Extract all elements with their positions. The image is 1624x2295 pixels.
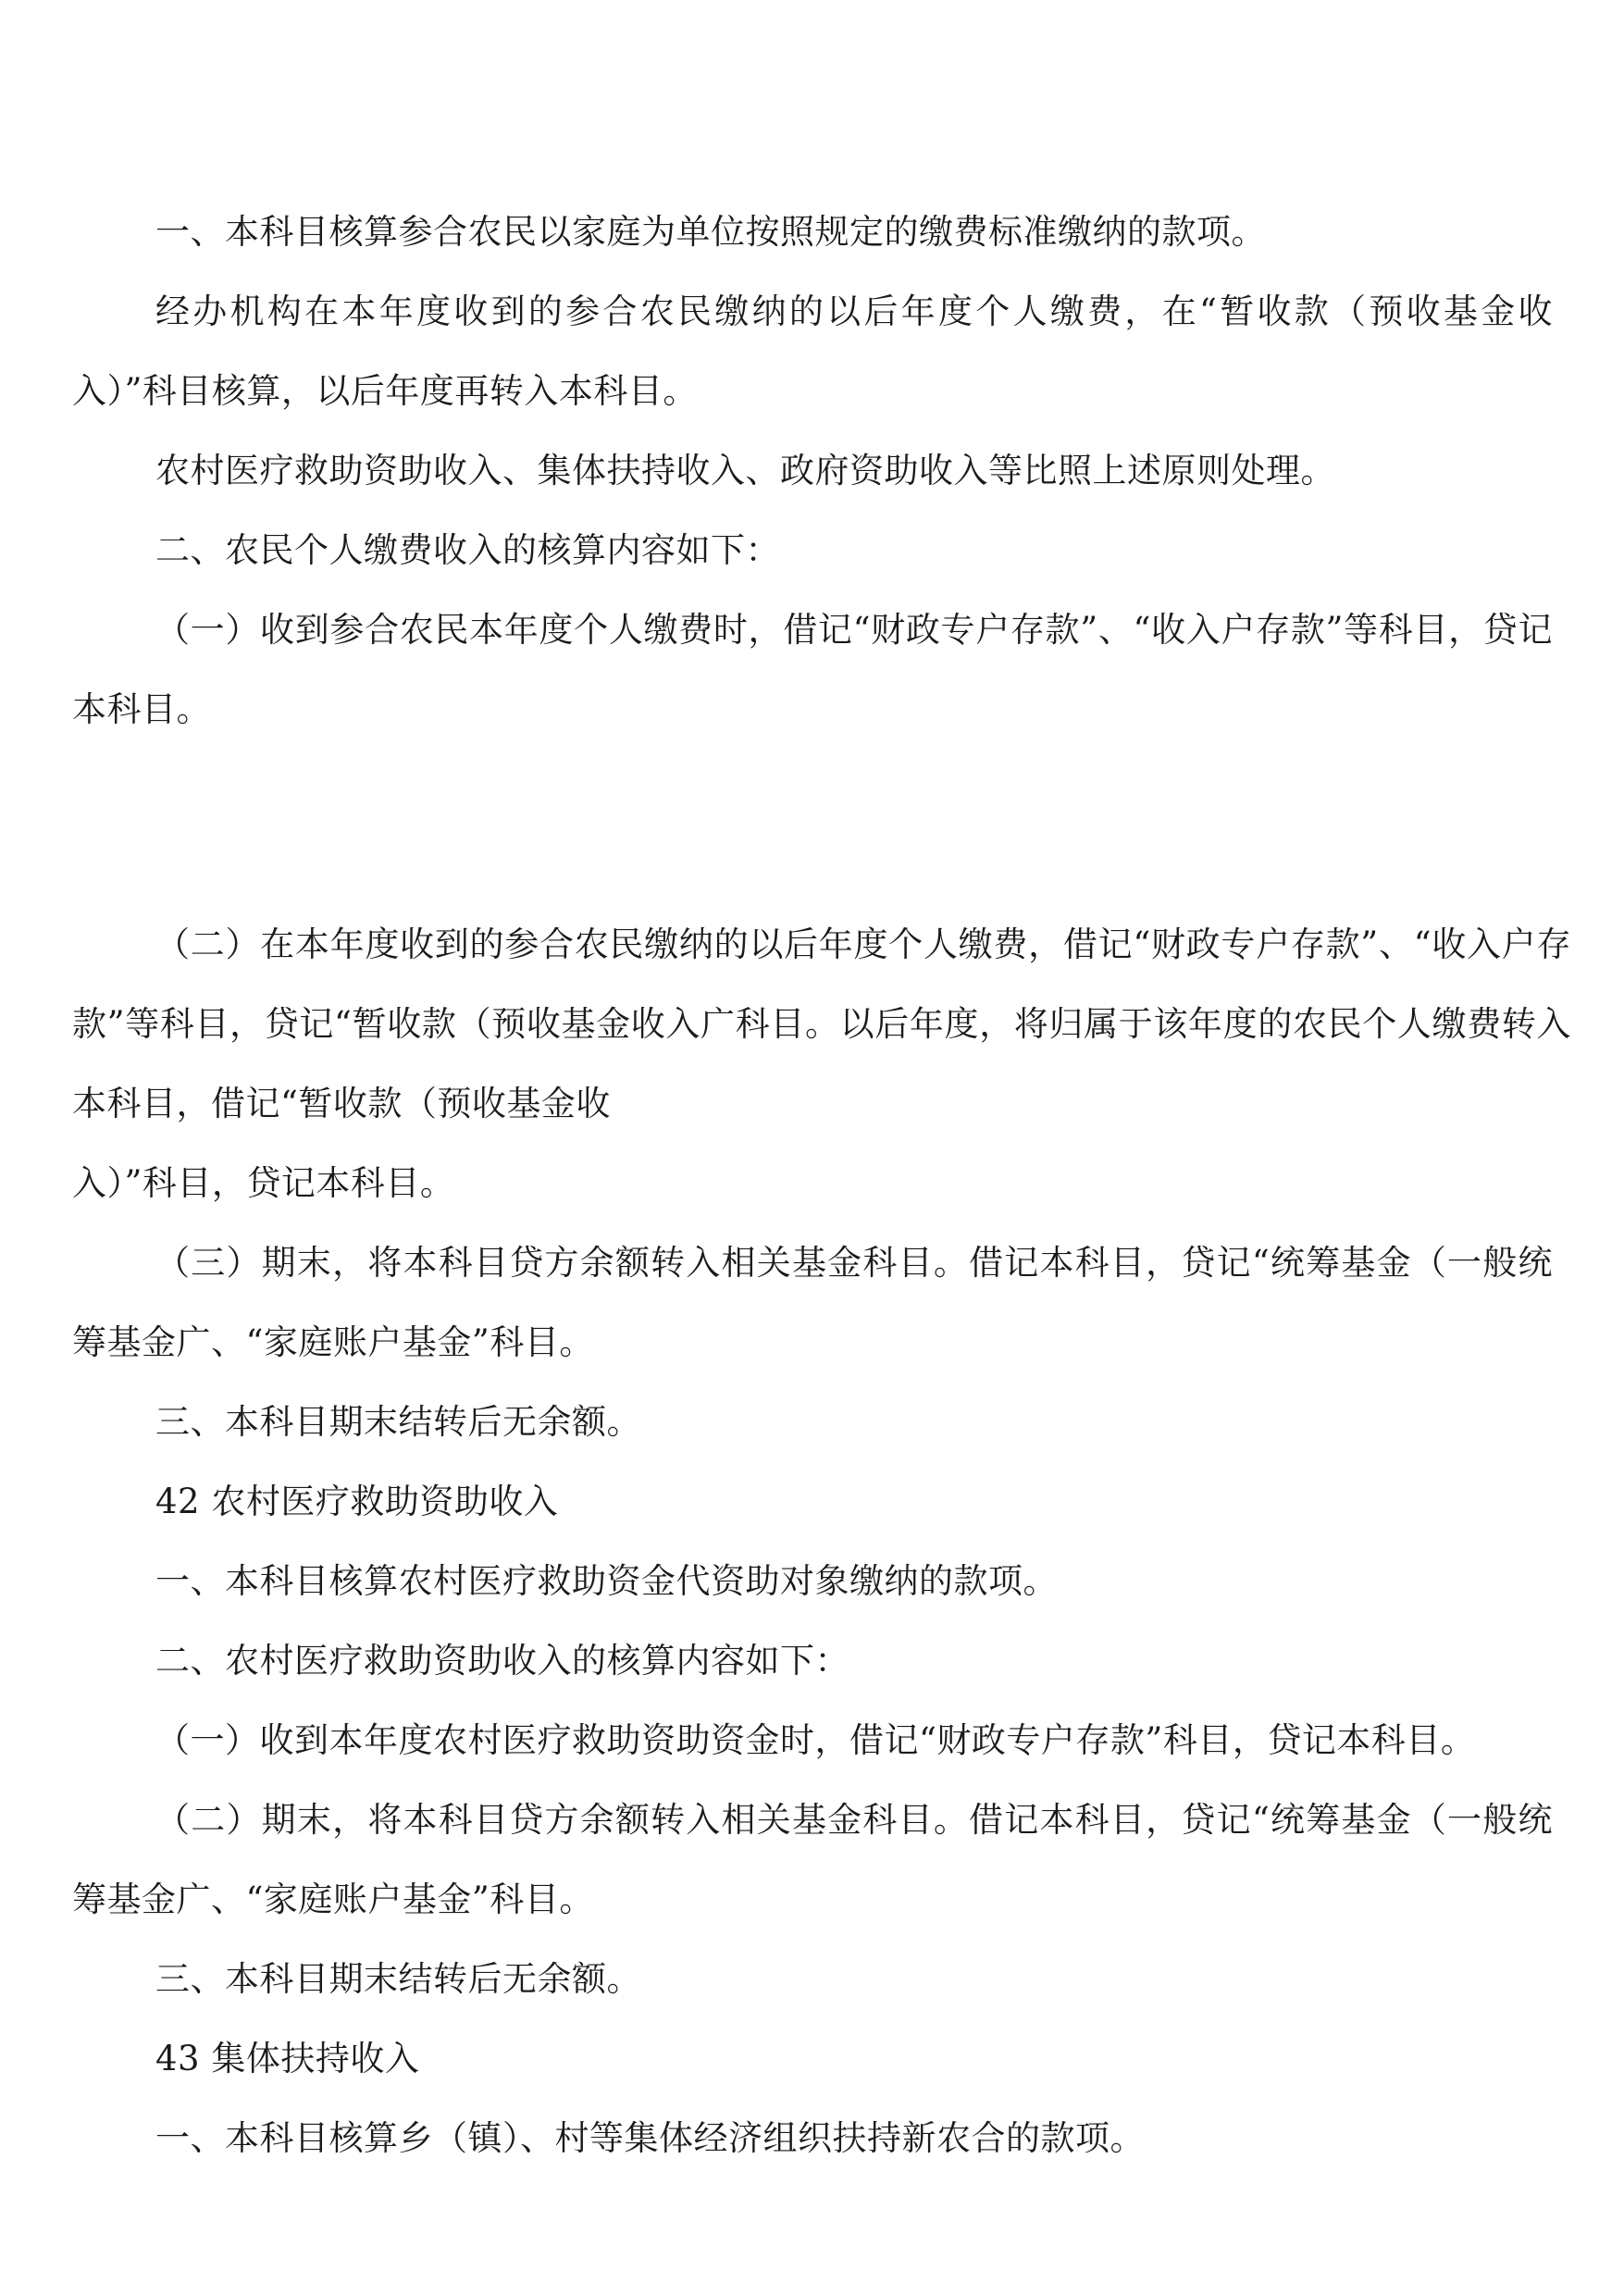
paragraph-6-continuation: 入）”科目，贷记本科目。 — [72, 1163, 455, 1203]
paragraph-2: 经办机构在本年度收到的参合农民缴纳的以后年度个人缴费，在“暂收款（预收基金收入）”科目核算，以后年度再转入本科目。 — [72, 292, 1553, 411]
paragraph-8: 三、本科目期末结转后无余额。 — [155, 1402, 641, 1442]
paragraph-11: （一）收到本年度农村医疗救助资助资金时，借记“财政专户存款”科目，贷记本科目。 — [155, 1720, 1476, 1760]
section-heading-42: 42 农村医疗救助资助收入 — [155, 1482, 559, 1521]
paragraph-3: 农村医疗救助资助收入、集体扶持收入、政府资助收入等比照上述原则处理。 — [155, 451, 1335, 490]
paragraph-9: 一、本科目核算农村医疗救助资金代资助对象缴纳的款项。 — [155, 1561, 1058, 1601]
paragraph-7: （三）期末，将本科目贷方余额转入相关基金科目。借记本科目，贷记“统筹基金（一般统筹基金广、“家庭账户基金”科目。 — [72, 1243, 1553, 1362]
paragraph-14: 一、本科目核算乡（镇）、村等集体经济组织扶持新农合的款项。 — [155, 2118, 1145, 2158]
paragraph-1: 一、本科目核算参合农民以家庭为单位按照规定的缴费标准缴纳的款项。 — [155, 212, 1266, 252]
paragraph-13: 三、本科目期末结转后无余额。 — [155, 1959, 641, 1999]
paragraph-12: （二）期末，将本科目贷方余额转入相关基金科目。借记本科目，贷记“统筹基金（一般统筹基金广、“家庭账户基金”科目。 — [72, 1800, 1553, 1919]
paragraph-4: 二、农民个人缴费收入的核算内容如下： — [155, 530, 780, 570]
paragraph-10: 二、农村医疗救助资助收入的核算内容如下： — [155, 1641, 849, 1681]
paragraph-6: （二）在本年度收到的参合农民缴纳的以后年度个人缴费，借记“财政专户存款”、“收入户存款”等科目，贷记“暂收款（预收基金收入广科目。以后年度，将归属于该年度的农民个人缴费转入本科目，借记“暂收款（预收基金收 — [72, 924, 1571, 1123]
paragraph-5: （一）收到参合农民本年度个人缴费时，借记“财政专户存款”、“收入户存款”等科目，贷记本科目。 — [72, 610, 1553, 729]
section-heading-43: 43 集体扶持收入 — [155, 2039, 420, 2078]
